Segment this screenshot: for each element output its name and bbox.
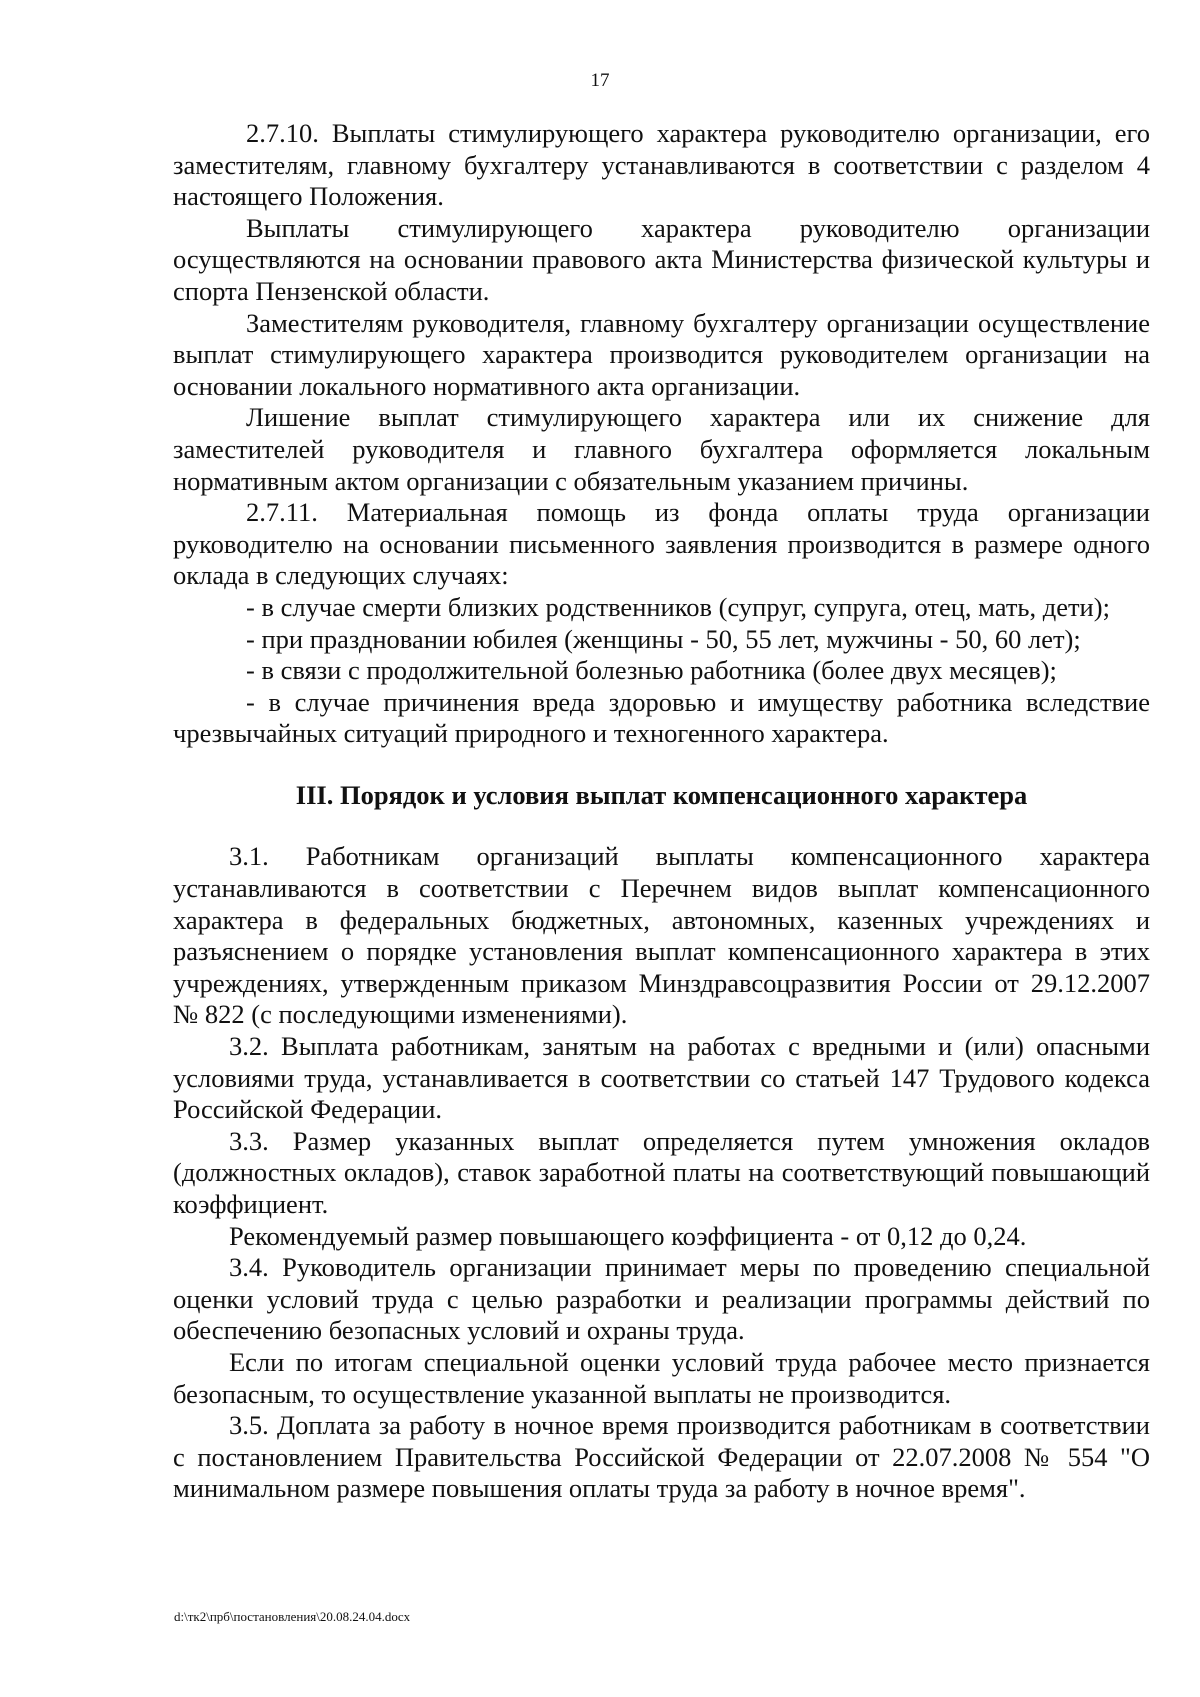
paragraph-2-7-10: 2.7.10. Выплаты стимулирующего характера руководителю организации, его заместителям, главному бухгалтеру устанавливаются в соответствии с разделом 4 настоящего Положения.	[173, 118, 1150, 212]
paragraph-stimulus-deprivation: Лишение выплат стимулирующего характера или их снижение для заместителей руководителя и главного бухгалтера оформляется локальным нормативным актом организации с обязательным указанием причины.	[173, 402, 1150, 496]
list-item-illness: - в связи с продолжительной болезнью работника (более двух месяцев);	[246, 655, 1057, 686]
list-item-jubilee: - при праздновании юбилея (женщины - 50, 55 лет, мужчины - 50, 60 лет);	[246, 623, 1081, 654]
section-3-heading: III. Порядок и условия выплат компенсационного характера	[295, 779, 1028, 810]
paragraph-stimulus-deputies: Заместителям руководителя, главному бухгалтеру организации осуществление выплат стимулирующего характера производится руководителем организации на основании локального нормативного акта организации.	[173, 307, 1150, 401]
paragraph-2-7-11: 2.7.11. Материальная помощь из фонда оплаты труда организации руководителю на основании письменного заявления производится в размере одного оклада в следующих случаях:	[173, 497, 1150, 591]
paragraph-3-5: 3.5. Доплата за работу в ночное время производится работникам в соответствии с постановлением Правительства Российской Федерации от 22.07.2008 № 554 "О минимальном размере повышения оплаты труда за работу в ночное время".	[173, 1410, 1150, 1504]
paragraph-3-4: 3.4. Руководитель организации принимает меры по проведению специальной оценки условий труда с целью разработки и реализации программы действий по обеспечению безопасных условий и охраны труда.	[173, 1252, 1150, 1346]
list-item-death: - в случае смерти близких родственников (супруг, супруга, отец, мать, дети);	[246, 591, 1110, 622]
paragraph-safe-workplace: Если по итогам специальной оценки условий труда рабочее место признается безопасным, то осуществление указанной выплаты не производится.	[173, 1346, 1150, 1409]
list-item-emergency: - в случае причинения вреда здоровью и имуществу работника вследствие чрезвычайных ситуаций природного и техногенного характера.	[173, 686, 1150, 749]
paragraph-3-3: 3.3. Размер указанных выплат определяется путем умножения окладов (должностных окладов), ставок заработной платы на соответствующий повышающий коэффициент.	[173, 1125, 1150, 1219]
paragraph-coefficient: Рекомендуемый размер повышающего коэффициента - от 0,12 до 0,24.	[229, 1220, 1027, 1251]
footer-file-path: d:\тк2\прб\постановления\20.08.24.04.docx	[174, 1609, 411, 1624]
page-number: 17	[590, 70, 610, 91]
paragraph-3-1: 3.1. Работникам организаций выплаты компенсационного характера устанавливаются в соответствии с Перечнем видов выплат компенсационного характера в федеральных бюджетных, автономных, казенных учреждениях и разъяснением о порядке установления выплат компенсационного характера в этих учреждениях, утвержденным приказом Минздравсоцразвития России от 29.12.2007 № 822 (с последующими изменениями).	[173, 841, 1150, 1030]
paragraph-3-2: 3.2. Выплата работникам, занятым на работах с вредными и (или) опасными условиями труда, устанавливается в соответствии со статьей 147 Трудового кодекса Российской Федерации.	[173, 1031, 1150, 1125]
paragraph-stimulus-director: Выплаты стимулирующего характера руководителю организации осуществляются на основании правового акта Министерства физической культуры и спорта Пензенской области.	[173, 212, 1150, 306]
document-body	[173, 118, 1150, 1505]
